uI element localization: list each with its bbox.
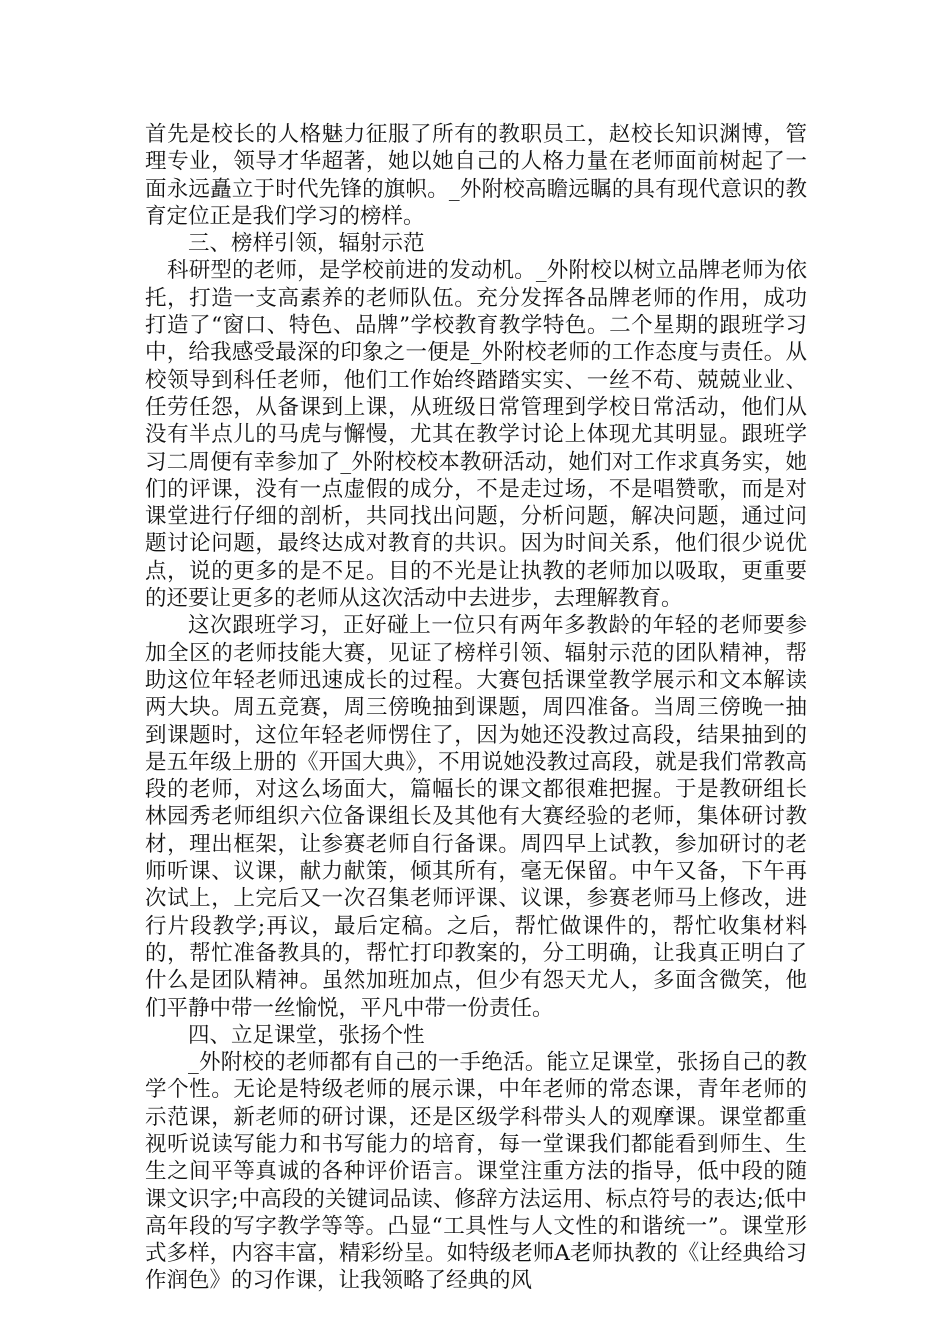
paragraph-classroom-personality: _外附校的老师都有自己的一手绝活。能立足课堂，张扬自己的教学个性。无论是特级老师的展示课，中年老师的常态课，青年老师的示范课，新老师的研讨课，还是区级学科带头人的观摩课。课堂都重视听说读写能力和书写能力的培育，每一堂课我们都能看到师生、生生之间平等真诚的各种评价语言。课堂注重方法的指导，低中段的随课文识字;中高段的关键词品读、修辞方法运用、标点符号的表达;低中高年段的写字教学等等。凸显“工具性与人文性的和谐统一”。课堂形式多样，内容丰富，精彩纷呈。如特级老师A老师执教的《让经典给习作润色》的习作课，让我领略了经典的风	[145, 1050, 807, 1294]
section-heading-4: 四、立足课堂，张扬个性	[188, 1022, 425, 1048]
paragraph-research-teachers: 科研型的老师，是学校前进的发动机。_外附校以树立品牌老师为依托，打造一支高素养的老师队伍。充分发挥各品牌老师的作用，成功打造了“窗口、特色、品牌”学校教育教学特色。二个星期的跟班学习中，给我感受最深的印象之一便是_外附校老师的工作态度与责任。从校领导到科任老师，他们工作始终踏踏实实、一丝不苟、兢兢业业、任劳任怨，从备课到上课，从班级日常管理到学校日常活动，他们从没有半点儿的马虎与懈慢，尤其在教学讨论上体现尤其明显。跟班学习二周便有幸参加了_外附校校本教研活动，她们对工作求真务实，她们的评课，没有一点虚假的成分，不是走过场，不是唱赞歌，而是对课堂进行仔细的剖析，共同找出问题，分析问题，解决问题，通过问题讨论问题，最终达成对教育的共识。因为时间关系，他们很少说优点，说的更多的是不足。目的不光是让执教的老师加以吸取，更重要的还要让更多的老师从这次活动中去进步，去理解教育。	[145, 258, 807, 612]
paragraph-skills-contest: 这次跟班学习，正好碰上一位只有两年多教龄的年轻的老师要参加全区的老师技能大赛，见证了榜样引领、辐射示范的团队精神，帮助这位年轻老师迅速成长的过程。大赛包括课堂教学展示和文本解读两大块。周五竞赛，周三傍晚抽到课题，周四准备。当周三傍晚一抽到课题时，这位年轻老师愣住了，因为她还没教过高段，结果抽到的是五年级上册的《开国大典》，不用说她没教过高段，就是我们常教高段的老师，对这么场面大，篇幅长的课文都很难把握。于是教研组长林园秀老师组织六位备课组长及其他有大赛经验的老师，集体研讨教材，理出框架，让参赛老师自行备课。周四早上试教，参加研讨的老师听课、议课，献力献策，倾其所有，毫无保留。中午又备，下午再次试上，上完后又一次召集老师评课、议课，参赛老师马上修改，进行片段教学;再议，最后定稿。之后，帮忙做课件的，帮忙收集材料的，帮忙准备教具的，帮忙打印教案的，分工明确，让我真正明白了什么是团队精神。虽然加班加点，但少有怨天尤人，多面含微笑，他们平静中带一丝愉悦，平凡中带一份责任。	[145, 613, 807, 1021]
section-heading-3: 三、榜样引领，辐射示范	[188, 231, 425, 257]
document-body	[145, 121, 807, 1295]
paragraph-principal-charisma: 首先是校长的人格魅力征服了所有的教职员工，赵校长知识渊博，管理专业，领导才华超著，她以她自己的人格力量在老师面前树起了一面永远矗立于时代先锋的旗帜。_外附校高瞻远瞩的具有现代意识的教育定位正是我们学习的榜样。	[145, 122, 807, 229]
